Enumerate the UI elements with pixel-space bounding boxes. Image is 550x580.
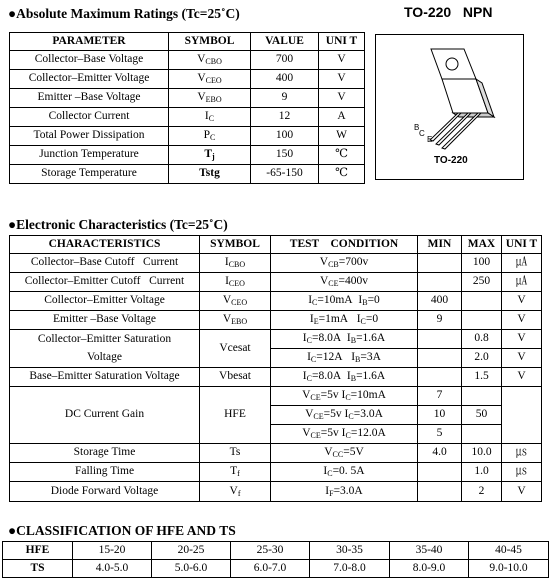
condition-cell: $V_{CE}=5v$ $I_C=10mA$ (271, 387, 418, 406)
col-symbol: SYMBOL (200, 236, 271, 254)
min-cell: 7 (418, 387, 462, 406)
col-test-condition: TEST CONDITION (271, 236, 418, 254)
unit-cell: V (502, 349, 542, 368)
ts-cell: 9.0-10.0 (469, 560, 549, 578)
table-row (10, 463, 542, 482)
max-cell: 100 (462, 254, 502, 273)
col-parameter: PARAMETER (10, 33, 169, 51)
min-cell (418, 482, 462, 502)
value-cell: 100 (251, 127, 319, 146)
table-row (10, 444, 542, 463)
param-cell: Junction Temperature (10, 146, 169, 165)
value-cell: 700 (251, 51, 319, 70)
value-cell: 9 (251, 89, 319, 108)
col-value: VALUE (251, 33, 319, 51)
unit-cell: V (502, 482, 542, 502)
col-unit: UNI T (319, 33, 365, 51)
condition-cell: $I_C=12A$ $I_B=3A$ (271, 349, 418, 368)
table-row (10, 70, 365, 89)
hfe-cell: 40-45 (469, 542, 549, 560)
param-cell: Collector–Base Voltage (10, 51, 169, 70)
abs-max-table (9, 32, 365, 184)
condition-cell: $I_C=8.0A$ $I_B=1.6A$ (271, 330, 418, 349)
symbol-cell: $P_C$ (169, 127, 251, 146)
col-unit: UNI T (502, 236, 542, 254)
max-cell: 250 (462, 273, 502, 292)
abs-max-title: Absolute Maximum Ratings (Tc=25˚C) (16, 6, 240, 21)
abs-max-heading (8, 6, 240, 22)
col-characteristics: CHARACTERISTICS (10, 236, 200, 254)
unit-cell: V (502, 330, 542, 349)
col-min: MIN (418, 236, 462, 254)
char-cell: Emitter –Base Voltage (10, 311, 200, 330)
max-cell: 1.0 (462, 463, 502, 482)
symbol-cell: $V_{EBO}$ (200, 311, 271, 330)
ts-cell: 7.0-8.0 (310, 560, 390, 578)
max-cell: 2.0 (462, 349, 502, 368)
param-cell: Storage Temperature (10, 165, 169, 184)
lead-e (442, 113, 481, 149)
condition-cell: $V_{CC}=5V$ (271, 444, 418, 463)
ts-cell: 4.0-5.0 (73, 560, 152, 578)
min-cell (418, 349, 462, 368)
unit-cell: V (502, 368, 542, 387)
hfe-label: HFE (3, 542, 73, 560)
bullet-icon: ● (8, 217, 17, 232)
char-cell: DC Current Gain (10, 387, 200, 444)
ts-cell: 6.0-7.0 (231, 560, 310, 578)
symbol-cell: HFE (200, 387, 271, 444)
ts-label: TS (3, 560, 73, 578)
condition-cell: $I_E=1mA$ $I_C=0$ (271, 311, 418, 330)
table-row (10, 311, 542, 330)
unit-cell: ㎲ (502, 463, 542, 482)
max-cell (462, 292, 502, 311)
condition-cell: $V_{CE}=5v$ $I_C=12.0A$ (271, 425, 418, 444)
param-cell: Emitter –Base Voltage (10, 89, 169, 108)
char-cell: Falling Time (10, 463, 200, 482)
max-cell: 1.5 (462, 368, 502, 387)
unit-cell: ㎂ (502, 254, 542, 273)
condition-cell: $V_{CE}=5v$ $I_C=3.0A$ (271, 406, 418, 425)
ts-row (3, 560, 549, 578)
hfe-cell: 15-20 (73, 542, 152, 560)
electronic-table (9, 235, 542, 502)
char-cell: Collector–Emitter Saturation Voltage (10, 330, 200, 368)
unit-cell: ℃ (319, 146, 365, 165)
unit-cell: V (319, 51, 365, 70)
symbol-cell: $I_C$ (169, 108, 251, 127)
symbol-cell: $I_{CBO}$ (200, 254, 271, 273)
unit-cell: W (319, 127, 365, 146)
table-row (10, 482, 542, 502)
mounting-hole-icon (446, 58, 458, 70)
unit-cell: V (502, 292, 542, 311)
char-cell: Base–Emitter Saturation Voltage (10, 368, 200, 387)
char-cell: Diode Forward Voltage (10, 482, 200, 502)
bullet-icon: ● (8, 6, 17, 21)
classification-title: CLASSIFICATION OF HFE AND TS (16, 523, 236, 538)
max-cell (462, 387, 502, 406)
electronic-title: Electronic Characteristics (Tc=25˚C) (16, 217, 228, 232)
symbol-cell: $V_{EBO}$ (169, 89, 251, 108)
symbol-cell: $V_{CBO}$ (169, 51, 251, 70)
classification-heading (8, 523, 236, 539)
char-cell: Collector–Emitter Cutoff Current (10, 273, 200, 292)
table-row (10, 330, 542, 349)
symbol-cell: $I_{CEO}$ (200, 273, 271, 292)
min-cell (418, 273, 462, 292)
table-row (10, 108, 365, 127)
table-row (10, 387, 542, 406)
value-cell: 12 (251, 108, 319, 127)
value-cell: 150 (251, 146, 319, 165)
value-cell: 400 (251, 70, 319, 89)
condition-cell: $I_C=8.0A$ $I_B=1.6A$ (271, 368, 418, 387)
param-cell: Total Power Dissipation (10, 127, 169, 146)
table-row (10, 254, 542, 273)
char-cell: Storage Time (10, 444, 200, 463)
min-cell: 5 (418, 425, 462, 444)
package-label: TO-220 (434, 155, 468, 166)
max-cell (462, 425, 502, 444)
pin-e-label: E (427, 135, 433, 144)
classification-table (2, 541, 549, 578)
hfe-cell: 25-30 (231, 542, 310, 560)
symbol-cell: $T_j$ (169, 146, 251, 165)
to220-drawing (376, 35, 523, 179)
condition-cell: $I_C=0$. 5A (271, 463, 418, 482)
electronic-heading (8, 217, 228, 233)
electronic-header-row (10, 236, 542, 254)
min-cell (418, 330, 462, 349)
condition-cell: $I_C=10mA$ $I_B=0$ (271, 292, 418, 311)
ts-cell: 5.0-6.0 (152, 560, 231, 578)
param-cell: Collector Current (10, 108, 169, 127)
symbol-cell: Ts (200, 444, 271, 463)
unit-cell: ㎲ (502, 444, 542, 463)
unit-cell: V (319, 70, 365, 89)
condition-cell: $V_{CE}=400v$ (271, 273, 418, 292)
col-symbol: SYMBOL (169, 33, 251, 51)
package-diagram (375, 34, 524, 180)
symbol-cell: $V_f$ (200, 482, 271, 502)
min-cell: 10 (418, 406, 462, 425)
max-cell: 10.0 (462, 444, 502, 463)
min-cell (418, 254, 462, 273)
min-cell: 400 (418, 292, 462, 311)
condition-cell: $V_{CB}=700v$ (271, 254, 418, 273)
symbol-cell: $T_f$ (200, 463, 271, 482)
abs-max-header-row (10, 33, 365, 51)
hfe-cell: 20-25 (152, 542, 231, 560)
pin-c-label: C (419, 129, 425, 138)
symbol-cell: $V_{CEO}$ (169, 70, 251, 89)
char-cell: Collector–Base Cutoff Current (10, 254, 200, 273)
symbol-cell: Vbesat (200, 368, 271, 387)
bullet-icon: ● (8, 523, 17, 538)
hfe-row (3, 542, 549, 560)
param-cell: Collector–Emitter Voltage (10, 70, 169, 89)
symbol-cell: Vcesat (200, 330, 271, 368)
symbol-cell: Tstg (169, 165, 251, 184)
hfe-cell: 35-40 (390, 542, 469, 560)
table-row (10, 51, 365, 70)
min-cell (418, 368, 462, 387)
max-cell: 50 (462, 406, 502, 425)
table-row (10, 368, 542, 387)
value-cell: -65-150 (251, 165, 319, 184)
table-row (10, 165, 365, 184)
min-cell: 9 (418, 311, 462, 330)
unit-cell: V (319, 89, 365, 108)
unit-cell: ㎂ (502, 273, 542, 292)
char-cell: Collector–Emitter Voltage (10, 292, 200, 311)
min-cell: 4.0 (418, 444, 462, 463)
part-type-label: TO-220 NPN (404, 4, 493, 20)
col-max: MAX (462, 236, 502, 254)
unit-cell (502, 387, 542, 444)
pin-b-label: B (414, 123, 420, 132)
hfe-cell: 30-35 (310, 542, 390, 560)
max-cell: 2 (462, 482, 502, 502)
table-row (10, 273, 542, 292)
table-row (10, 292, 542, 311)
condition-cell: $I_F=3.0A$ (271, 482, 418, 502)
ts-cell: 8.0-9.0 (390, 560, 469, 578)
max-cell (462, 311, 502, 330)
table-row (10, 127, 365, 146)
max-cell: 0.8 (462, 330, 502, 349)
table-row (10, 89, 365, 108)
min-cell (418, 463, 462, 482)
unit-cell: ℃ (319, 165, 365, 184)
unit-cell: V (502, 311, 542, 330)
table-row (10, 146, 365, 165)
symbol-cell: $V_{CEO}$ (200, 292, 271, 311)
unit-cell: A (319, 108, 365, 127)
